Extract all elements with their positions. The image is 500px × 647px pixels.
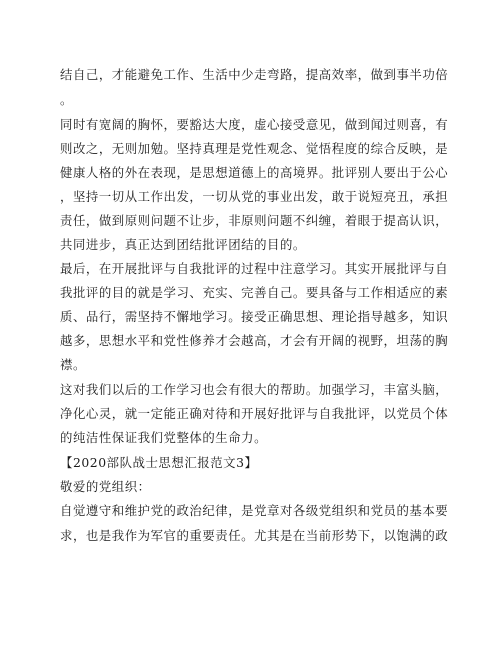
text-line: 最后，在开展批评与自我批评的过程中注意学习。其实开展批评与自 (60, 261, 449, 276)
text-line: 质、品行，需坚持不懈地学习。接受正确思想、理论指导越多，知识 (60, 309, 449, 324)
text-line: 同时有宽阔的胸怀，要豁达大度，虚心接受意见，做到闻过则喜，有 (60, 117, 449, 132)
text-line: 我批评的目的就是学习、充实、完善自己。要具备与工作相适应的素 (60, 285, 449, 300)
text-line: 责任，做到原则问题不让步，非原则问题不纠缠，着眼于提高认识， (60, 213, 449, 228)
text-line: 结自己，才能避免工作、生活中少走弯路，提高效率，做到事半功倍 (60, 67, 449, 82)
text-line: 净化心灵，就一定能正确对待和开展好批评与自我批评，以党员个体 (60, 406, 449, 421)
text-line: 则改之，无则加勉。坚持真理是党性观念、觉悟程度的综合反映，是 (60, 141, 449, 156)
text-line: 共同进步，真正达到团结批评团结的目的。 (60, 237, 306, 252)
text-line: 襟。 (60, 357, 86, 372)
text-line: 自觉遵守和维护党的政治纪律，是党章对各级党组织和党员的基本要 (60, 503, 449, 518)
text-line: ，坚持一切从工作出发，一切从党的事业出发，敢于说短亮丑，承担 (60, 189, 449, 204)
section-heading: 【2020部队战士思想汇报范文3】 (60, 455, 258, 470)
text-line: 的纯洁性保证我们党整体的生命力。 (60, 430, 268, 445)
text-line: 健康人格的外在表现，是思想道德上的高境界。批评别人要出于公心 (60, 165, 449, 180)
text-line: 。 (60, 92, 73, 107)
salutation: 敬爱的党组织： (60, 479, 151, 494)
text-line: 这对我们以后的工作学习也会有很大的帮助。加强学习，丰富头脑， (60, 382, 449, 397)
text-line: 越多，思想水平和党性修养才会越高，才会有开阔的视野，坦荡的胸 (60, 333, 449, 348)
text-line: 求，也是我作为军官的重要责任。尤其是在当前形势下，以饱满的政 (60, 528, 449, 543)
